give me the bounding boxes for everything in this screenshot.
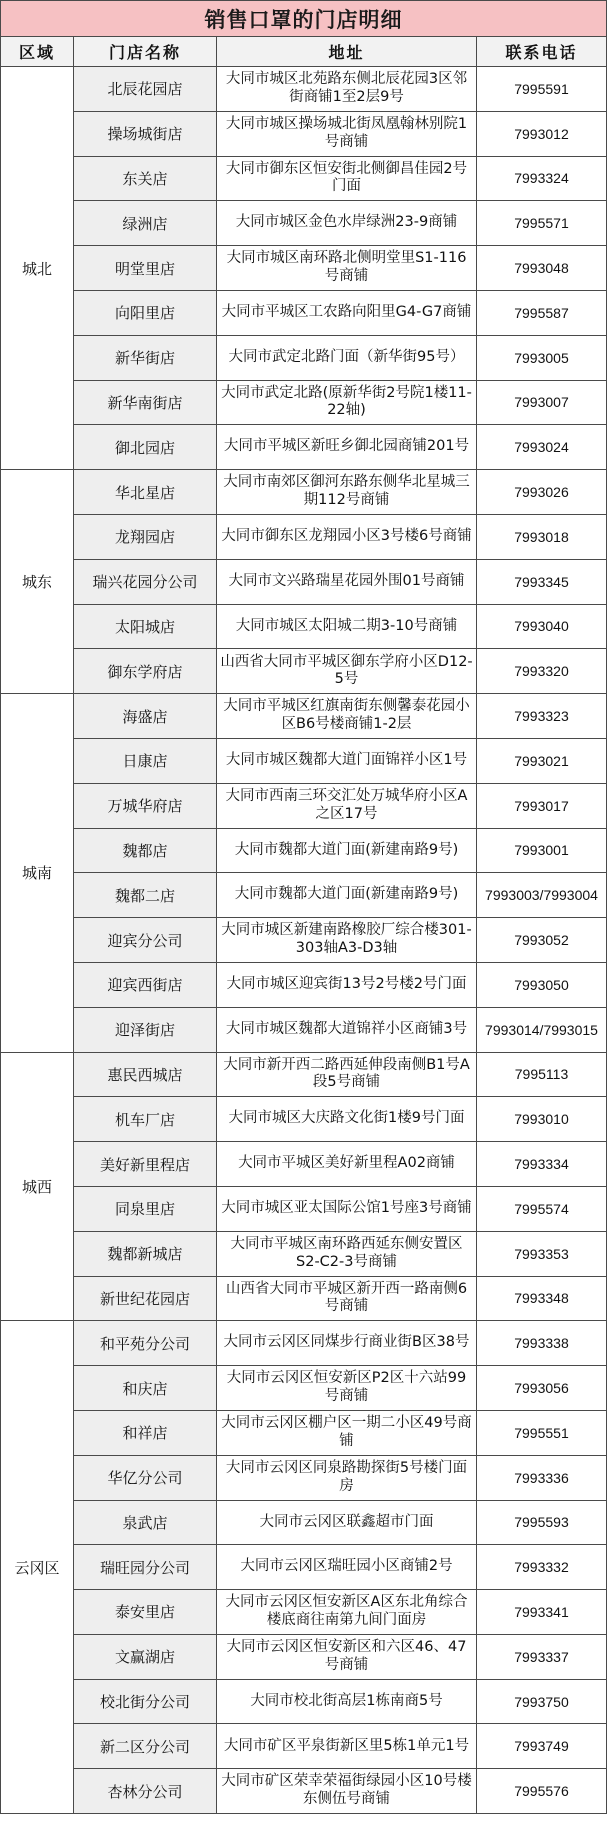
store-address: 大同市西南三环交汇处万城华府小区A之区17号 bbox=[217, 783, 477, 828]
store-name: 龙翔园店 bbox=[74, 514, 217, 559]
store-phone: 7993024 bbox=[477, 425, 607, 470]
store-name: 迎宾分公司 bbox=[74, 918, 217, 963]
header-address: 地址 bbox=[217, 37, 477, 67]
store-address: 大同市平城区红旗南街东侧馨泰花园小区B6号楼商铺1-2层 bbox=[217, 694, 477, 739]
region-cell: 城南 bbox=[1, 694, 74, 1052]
store-phone: 7995591 bbox=[477, 67, 607, 112]
store-phone: 7993323 bbox=[477, 694, 607, 739]
store-name: 和平苑分公司 bbox=[74, 1321, 217, 1366]
table-row bbox=[1, 694, 607, 739]
store-address: 大同市城区南环路北侧明堂里S1-116号商铺 bbox=[217, 246, 477, 291]
table-row bbox=[1, 111, 607, 156]
store-phone: 7993018 bbox=[477, 514, 607, 559]
store-name: 操场城街店 bbox=[74, 111, 217, 156]
table-row bbox=[1, 425, 607, 470]
store-phone: 7993334 bbox=[477, 1142, 607, 1187]
store-address: 大同市魏都大道门面(新建南路9号) bbox=[217, 828, 477, 873]
store-address: 大同市南郊区御河东路东侧华北星城三期112号商铺 bbox=[217, 470, 477, 515]
store-address: 大同市云冈区恒安新区A区东北角综合楼底商往南第九间门面房 bbox=[217, 1590, 477, 1635]
table-row bbox=[1, 380, 607, 425]
store-name: 御东学府店 bbox=[74, 649, 217, 694]
store-name: 明堂里店 bbox=[74, 246, 217, 291]
table-row bbox=[1, 1679, 607, 1724]
table-row bbox=[1, 470, 607, 515]
store-name: 新华街店 bbox=[74, 335, 217, 380]
table-row bbox=[1, 559, 607, 604]
store-address: 大同市矿区平泉街新区里5栋1单元1号 bbox=[217, 1724, 477, 1769]
region-cell: 城东 bbox=[1, 470, 74, 694]
store-phone: 7993341 bbox=[477, 1590, 607, 1635]
table-row bbox=[1, 1321, 607, 1366]
store-phone: 7993012 bbox=[477, 111, 607, 156]
store-phone: 7993052 bbox=[477, 918, 607, 963]
store-address: 大同市城区新建南路橡胶厂综合楼301-303轴A3-D3轴 bbox=[217, 918, 477, 963]
store-phone: 7993320 bbox=[477, 649, 607, 694]
store-name: 机车厂店 bbox=[74, 1097, 217, 1142]
store-address: 大同市魏都大道门面(新建南路9号) bbox=[217, 873, 477, 918]
table-row bbox=[1, 649, 607, 694]
table-row bbox=[1, 335, 607, 380]
store-name: 迎泽街店 bbox=[74, 1007, 217, 1052]
store-name: 和祥店 bbox=[74, 1410, 217, 1455]
store-name: 文赢湖店 bbox=[74, 1634, 217, 1679]
table-row bbox=[1, 962, 607, 1007]
store-phone: 7995571 bbox=[477, 201, 607, 246]
header-phone: 联系电话 bbox=[477, 37, 607, 67]
store-name: 杏林分公司 bbox=[74, 1769, 217, 1814]
store-phone: 7993007 bbox=[477, 380, 607, 425]
store-address: 大同市云冈区恒安新区和六区46、47号商铺 bbox=[217, 1634, 477, 1679]
store-name: 泰安里店 bbox=[74, 1590, 217, 1635]
store-phone: 7993014/7993015 bbox=[477, 1007, 607, 1052]
header-store-name: 门店名称 bbox=[74, 37, 217, 67]
store-address: 山西省大同市平城区新开西一路南侧6号商铺 bbox=[217, 1276, 477, 1321]
store-phone: 7993338 bbox=[477, 1321, 607, 1366]
store-name: 北辰花园店 bbox=[74, 67, 217, 112]
store-phone: 7993336 bbox=[477, 1455, 607, 1500]
store-address: 大同市城区大庆路文化街1楼9号门面 bbox=[217, 1097, 477, 1142]
store-name: 同泉里店 bbox=[74, 1186, 217, 1231]
region-cell: 云冈区 bbox=[1, 1321, 74, 1814]
region-cell: 城北 bbox=[1, 67, 74, 470]
store-name: 美好新里程店 bbox=[74, 1142, 217, 1187]
table-row bbox=[1, 290, 607, 335]
table-row bbox=[1, 1052, 607, 1097]
store-phone: 7995587 bbox=[477, 290, 607, 335]
store-address: 大同市城区魏都大道锦祥小区商铺3号 bbox=[217, 1007, 477, 1052]
store-phone: 7993750 bbox=[477, 1679, 607, 1724]
store-address: 大同市文兴路瑞星花园外围01号商铺 bbox=[217, 559, 477, 604]
store-phone: 7993345 bbox=[477, 559, 607, 604]
table-row bbox=[1, 1545, 607, 1590]
store-address: 大同市城区亚太国际公馆1号座3号商铺 bbox=[217, 1186, 477, 1231]
store-address: 大同市云冈区恒安新区P2区十六站99号商铺 bbox=[217, 1366, 477, 1411]
table-row bbox=[1, 738, 607, 783]
store-phone: 7993050 bbox=[477, 962, 607, 1007]
store-phone: 7993005 bbox=[477, 335, 607, 380]
store-phone: 7993026 bbox=[477, 470, 607, 515]
store-phone: 7993332 bbox=[477, 1545, 607, 1590]
table-row bbox=[1, 1097, 607, 1142]
store-address: 大同市平城区工农路向阳里G4-G7商铺 bbox=[217, 290, 477, 335]
store-address: 大同市云冈区同泉路勘探街5号楼门面房 bbox=[217, 1455, 477, 1500]
table-row bbox=[1, 1455, 607, 1500]
store-phone: 7993001 bbox=[477, 828, 607, 873]
store-address: 大同市城区太阳城二期3-10号商铺 bbox=[217, 604, 477, 649]
table-row bbox=[1, 1276, 607, 1321]
store-name: 华亿分公司 bbox=[74, 1455, 217, 1500]
store-address: 大同市御东区恒安街北侧御昌佳园2号门面 bbox=[217, 156, 477, 201]
table-row bbox=[1, 1186, 607, 1231]
store-phone: 7995574 bbox=[477, 1186, 607, 1231]
store-address: 大同市御东区龙翔园小区3号楼6号商铺 bbox=[217, 514, 477, 559]
store-address: 大同市平城区南环路西延东侧安置区S2-C2-3号商铺 bbox=[217, 1231, 477, 1276]
store-address: 大同市云冈区瑞旺园小区商铺2号 bbox=[217, 1545, 477, 1590]
region-cell: 城西 bbox=[1, 1052, 74, 1321]
store-name: 迎宾西街店 bbox=[74, 962, 217, 1007]
store-name: 瑞旺园分公司 bbox=[74, 1545, 217, 1590]
table-row bbox=[1, 1007, 607, 1052]
store-name: 瑞兴花园分公司 bbox=[74, 559, 217, 604]
store-phone: 7993348 bbox=[477, 1276, 607, 1321]
store-name: 万城华府店 bbox=[74, 783, 217, 828]
store-address: 大同市平城区新旺乡御北园商铺201号 bbox=[217, 425, 477, 470]
store-name: 新二区分公司 bbox=[74, 1724, 217, 1769]
table-row bbox=[1, 918, 607, 963]
store-name: 魏都新城店 bbox=[74, 1231, 217, 1276]
store-name: 泉武店 bbox=[74, 1500, 217, 1545]
store-address: 大同市城区迎宾街13号2号楼2号门面 bbox=[217, 962, 477, 1007]
store-address: 大同市平城区美好新里程A02商铺 bbox=[217, 1142, 477, 1187]
store-phone: 7993003/7993004 bbox=[477, 873, 607, 918]
store-address: 大同市云冈区同煤步行商业街B区38号 bbox=[217, 1321, 477, 1366]
store-name: 校北街分公司 bbox=[74, 1679, 217, 1724]
store-phone: 7993056 bbox=[477, 1366, 607, 1411]
store-name: 和庆店 bbox=[74, 1366, 217, 1411]
store-name: 绿洲店 bbox=[74, 201, 217, 246]
store-phone: 7993017 bbox=[477, 783, 607, 828]
store-name: 御北园店 bbox=[74, 425, 217, 470]
table-row bbox=[1, 1634, 607, 1679]
store-name: 海盛店 bbox=[74, 694, 217, 739]
store-phone: 7993337 bbox=[477, 1634, 607, 1679]
store-name: 日康店 bbox=[74, 738, 217, 783]
store-name: 新华南街店 bbox=[74, 380, 217, 425]
table-title: 销售口罩的门店明细 bbox=[1, 1, 607, 37]
store-name: 惠民西城店 bbox=[74, 1052, 217, 1097]
store-address: 大同市武定北路(原新华街2号院1楼11-22轴) bbox=[217, 380, 477, 425]
store-phone: 7993353 bbox=[477, 1231, 607, 1276]
store-address: 大同市城区操场城北街凤凰翰林别院1号商铺 bbox=[217, 111, 477, 156]
store-name: 魏都二店 bbox=[74, 873, 217, 918]
store-address: 大同市城区魏都大道门面锦祥小区1号 bbox=[217, 738, 477, 783]
store-address: 大同市矿区荣幸荣福街绿园小区10号楼东侧伍号商铺 bbox=[217, 1769, 477, 1814]
store-phone: 7995593 bbox=[477, 1500, 607, 1545]
store-phone: 7993021 bbox=[477, 738, 607, 783]
store-name: 新世纪花园店 bbox=[74, 1276, 217, 1321]
table-row bbox=[1, 1231, 607, 1276]
store-phone: 7995551 bbox=[477, 1410, 607, 1455]
table-row bbox=[1, 604, 607, 649]
header-row bbox=[1, 37, 607, 67]
table-row bbox=[1, 783, 607, 828]
table-row bbox=[1, 1590, 607, 1635]
table-row bbox=[1, 514, 607, 559]
table-row bbox=[1, 156, 607, 201]
store-address: 大同市云冈区棚户区一期二小区49号商铺 bbox=[217, 1410, 477, 1455]
store-name: 东关店 bbox=[74, 156, 217, 201]
store-name: 华北星店 bbox=[74, 470, 217, 515]
header-region: 区域 bbox=[1, 37, 74, 67]
store-address: 山西省大同市平城区御东学府小区D12-5号 bbox=[217, 649, 477, 694]
store-phone: 7993324 bbox=[477, 156, 607, 201]
table-row bbox=[1, 1410, 607, 1455]
store-name: 向阳里店 bbox=[74, 290, 217, 335]
store-address: 大同市新开西二路西延伸段南侧B1号A段5号商铺 bbox=[217, 1052, 477, 1097]
table-row bbox=[1, 873, 607, 918]
title-row bbox=[1, 1, 607, 37]
store-phone: 7993010 bbox=[477, 1097, 607, 1142]
store-address: 大同市云冈区联鑫超市门面 bbox=[217, 1500, 477, 1545]
table-row bbox=[1, 246, 607, 291]
table-row bbox=[1, 828, 607, 873]
store-phone: 7995576 bbox=[477, 1769, 607, 1814]
store-address: 大同市校北街高层1栋南商5号 bbox=[217, 1679, 477, 1724]
store-name: 太阳城店 bbox=[74, 604, 217, 649]
table-row bbox=[1, 1500, 607, 1545]
store-phone: 7993040 bbox=[477, 604, 607, 649]
table-row bbox=[1, 201, 607, 246]
store-phone: 7993749 bbox=[477, 1724, 607, 1769]
table-row bbox=[1, 1769, 607, 1814]
store-address: 大同市武定北路门面（新华街95号） bbox=[217, 335, 477, 380]
store-address: 大同市城区金色水岸绿洲23-9商铺 bbox=[217, 201, 477, 246]
store-name: 魏都店 bbox=[74, 828, 217, 873]
store-phone: 7993048 bbox=[477, 246, 607, 291]
table-row bbox=[1, 1724, 607, 1769]
table-row bbox=[1, 67, 607, 112]
table-row bbox=[1, 1366, 607, 1411]
store-address: 大同市城区北苑路东侧北辰花园3区邻街商铺1至2层9号 bbox=[217, 67, 477, 112]
table-row bbox=[1, 1142, 607, 1187]
store-phone: 7995113 bbox=[477, 1052, 607, 1097]
